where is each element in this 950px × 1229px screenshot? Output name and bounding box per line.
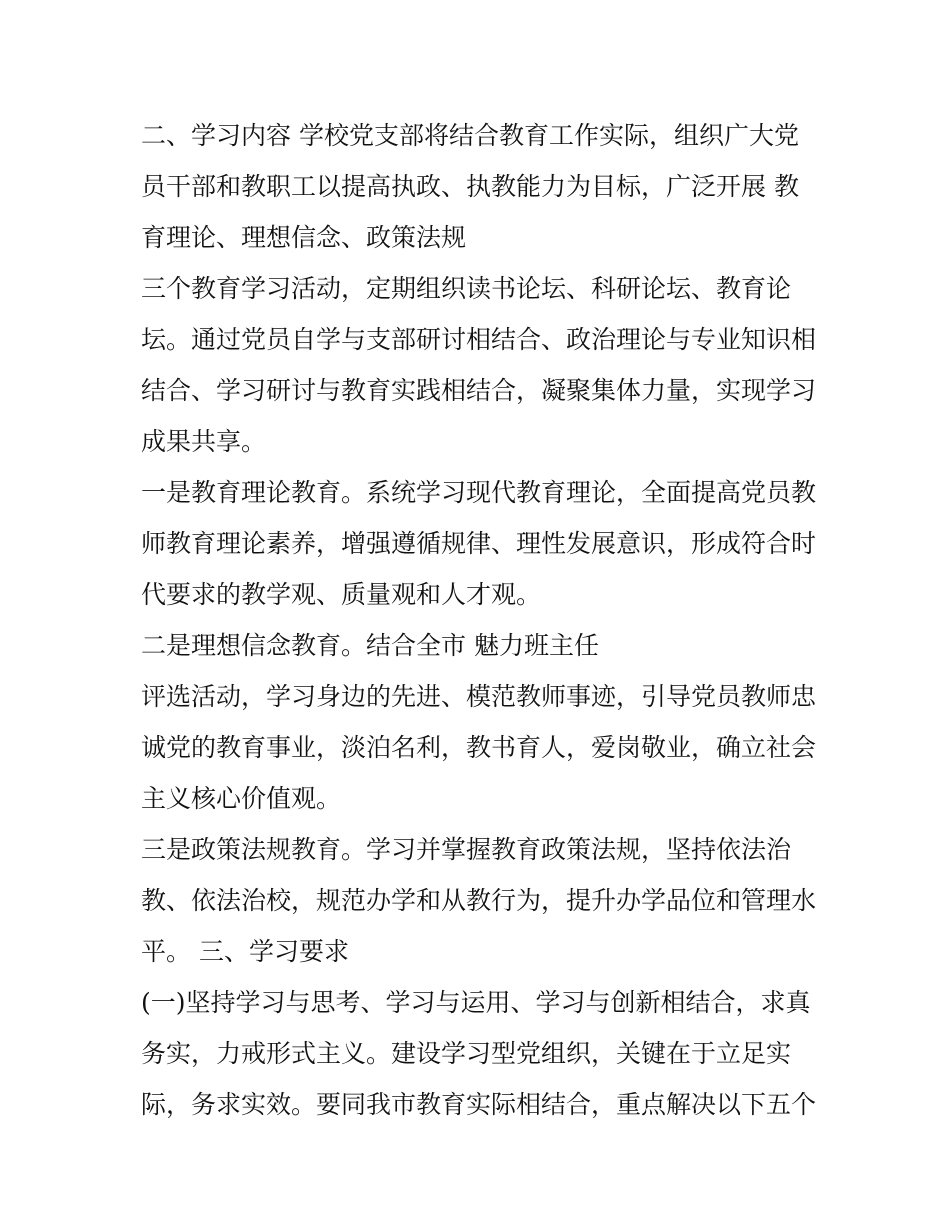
text-line-16: 教、依法治校，规范办学和从教行为，提升办学品位和管理水 [141, 886, 817, 915]
text-line-7: 成果共享。 [141, 427, 267, 456]
text-line-8: 一是教育理论教育。系统学习现代教育理论，全面提高党员教 [141, 478, 817, 507]
text-line-20: 际，务求实效。要同我市教育实际相结合，重点解决以下五个 [141, 1090, 817, 1119]
text-line-17: 平。 三、学习要求 [141, 937, 349, 966]
body-text [141, 110, 821, 1130]
text-line-10: 代要求的教学观、质量观和人才观。 [141, 580, 542, 609]
text-line-14: 主义核心价值观。 [141, 784, 342, 813]
text-line-13: 诚党的教育事业，淡泊名利，教书育人，爱岗敬业，确立社会 [141, 733, 817, 762]
text-line-18: (一)坚持学习与思考、学习与运用、学习与创新相结合，求真 [141, 988, 811, 1017]
text-line-19: 务实，力戒形式主义。建设学习型党组织，关键在于立足实 [141, 1039, 792, 1068]
text-line-5: 坛。通过党员自学与支部研讨相结合、政治理论与专业知识相 [141, 325, 817, 354]
text-line-3: 育理论、理想信念、政策法规 [141, 223, 467, 252]
text-line-4: 三个教育学习活动，定期组织读书论坛、科研论坛、教育论 [141, 274, 792, 303]
text-line-2: 员干部和教职工以提高执政、执教能力为目标，广泛开展 教 [141, 172, 799, 201]
text-line-11: 二是理想信念教育。结合全市 魅力班主任 [141, 631, 599, 660]
text-line-15: 三是政策法规教育。学习并掌握教育政策法规，坚持依法治 [141, 835, 792, 864]
text-line-1: 二、学习内容 学校党支部将结合教育工作实际，组织广大党 [141, 121, 799, 150]
text-line-12: 评选活动，学习身边的先进、模范教师事迹，引导党员教师忠 [141, 682, 817, 711]
text-line-6: 结合、学习研讨与教育实践相结合，凝聚集体力量，实现学习 [141, 376, 817, 405]
text-line-9: 师教育理论素养，增强遵循规律、理性发展意识，形成符合时 [141, 529, 817, 558]
